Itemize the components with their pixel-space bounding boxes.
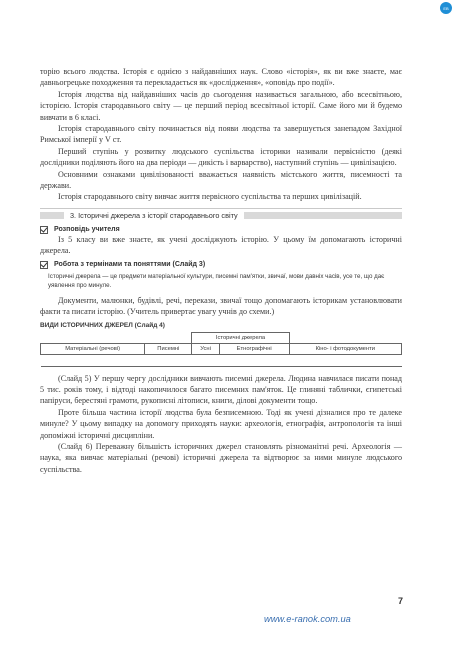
scheme-type-material: Матеріальні (речові) [41,343,145,354]
scheme-blank-cell [41,354,145,366]
paragraph-2: Історія людства від найдавніших часів до сьогодення називається загальною, або всесвітньою, історією. Історія стародавнього світу — це перший період всесвітньої історії. Саме його ми й будемо вивчати в 6 класі. [40,89,402,122]
teacher-story-label: Розповідь учителя [54,226,120,234]
checkbox-icon [40,226,48,234]
term-definition: Історичні джерела — це предмети матеріальної культури, писемні пам'ятки, звичаї, мови давніх часів, усе те, що дає уявлення про минуле. [48,272,385,290]
teacher-story-text: Із 5 класу ви вже знаєте, як учені досліджують історію. У цьому їм допомагають історичні джерела. [40,234,402,256]
teacher-story-header [40,226,402,234]
checkbox-icon [40,261,48,269]
scheme-blank-cell [219,354,289,366]
scheme-type-ethnographic: Етнографічні [219,343,289,354]
scheme-blank-cell [145,354,192,366]
scheme-type-oral: Усні [192,343,219,354]
paragraph-9: Проте більша частина історії людства була безписемною. Тоді як учені дізналися про те далеке минуле? У цьому випадку на допомогу приходять науки: археологія, етнографія, антропологія та інші допоміжні історичні дисципліни. [40,407,402,440]
section-bar-left [40,212,64,219]
scheme-type-film-photo: Кіно- і фотодокументи [289,343,401,354]
scheme-blank-cell [192,354,219,366]
page-number: 7 [398,596,404,606]
paragraph-4: Перший ступінь у розвитку людського суспільства історики називали первісністю (деякі дослідники поділяють його на два періоди — дикість і варварство), наступний ступінь — цивілізацією. [40,146,402,168]
scheme-root: Історичні джерела [192,332,289,343]
section-title: 3. Історичні джерела з історії стародавнього світу [70,210,238,220]
paragraph-7: Документи, малюнки, будівлі, речі, перекази, звичаї тощо допомагають історикам установлювати факти та писати історію. (Учитель привертає увагу учнів до схеми.) [40,295,402,317]
paragraph-3: Історія стародавнього світу починається від появи людства та завершується занепадом Західної Римської імперії у V ст. [40,124,402,145]
paragraph-8: (Слайд 5) У першу чергу дослідники вивчають писемні джерела. Людина навчилася писати понад 5 тис. років тому, і відтоді накопичилося багато писемних пам'яток. Це глиняні таблички, єгипетські папіруси, берестяні грамоти, рукописні літописи, книги, ділові документи тощо. [40,373,402,406]
paragraph-1: торію всього людства. Історія є однією з найдавніших наук. Слово «історія», як ви вже знаєте, має давньогрецьке походження та перекладається як «дослідження», «оповідь про події». [40,67,402,88]
section-heading [40,208,402,222]
page-content [40,66,402,475]
scheme-blank-cell [289,354,401,366]
terms-work-header [40,261,402,269]
footer-url: www.e-ranok.com.ua [264,614,351,624]
paragraph-10: (Слайд 6) Переважну більшість історичних джерел становлять різноманітні речі. Археологія — наука, яка вивчає матеріальні (речові) історичні джерела та відтворює за ними минуле людського суспільства. [40,441,402,474]
section-bar-right [244,212,402,219]
sources-scheme-table [40,332,402,367]
paragraph-6: Історія стародавнього світу вивчає життя первісного суспільства та перших цивілізацій. [58,192,362,202]
scheme-title: ВИДИ ІСТОРИЧНИХ ДЖЕРЕЛ (Слайд 4) [40,321,165,329]
paragraph-5: Основними ознаками цивілізованості вважається наявність містського життя, писемності та держави. [40,169,402,191]
terms-work-label: Робота з термінами та поняттями (Слайд 3) [54,261,206,269]
scheme-type-written: Писемні [145,343,192,354]
publisher-logo-icon: ЕВ [440,2,452,14]
